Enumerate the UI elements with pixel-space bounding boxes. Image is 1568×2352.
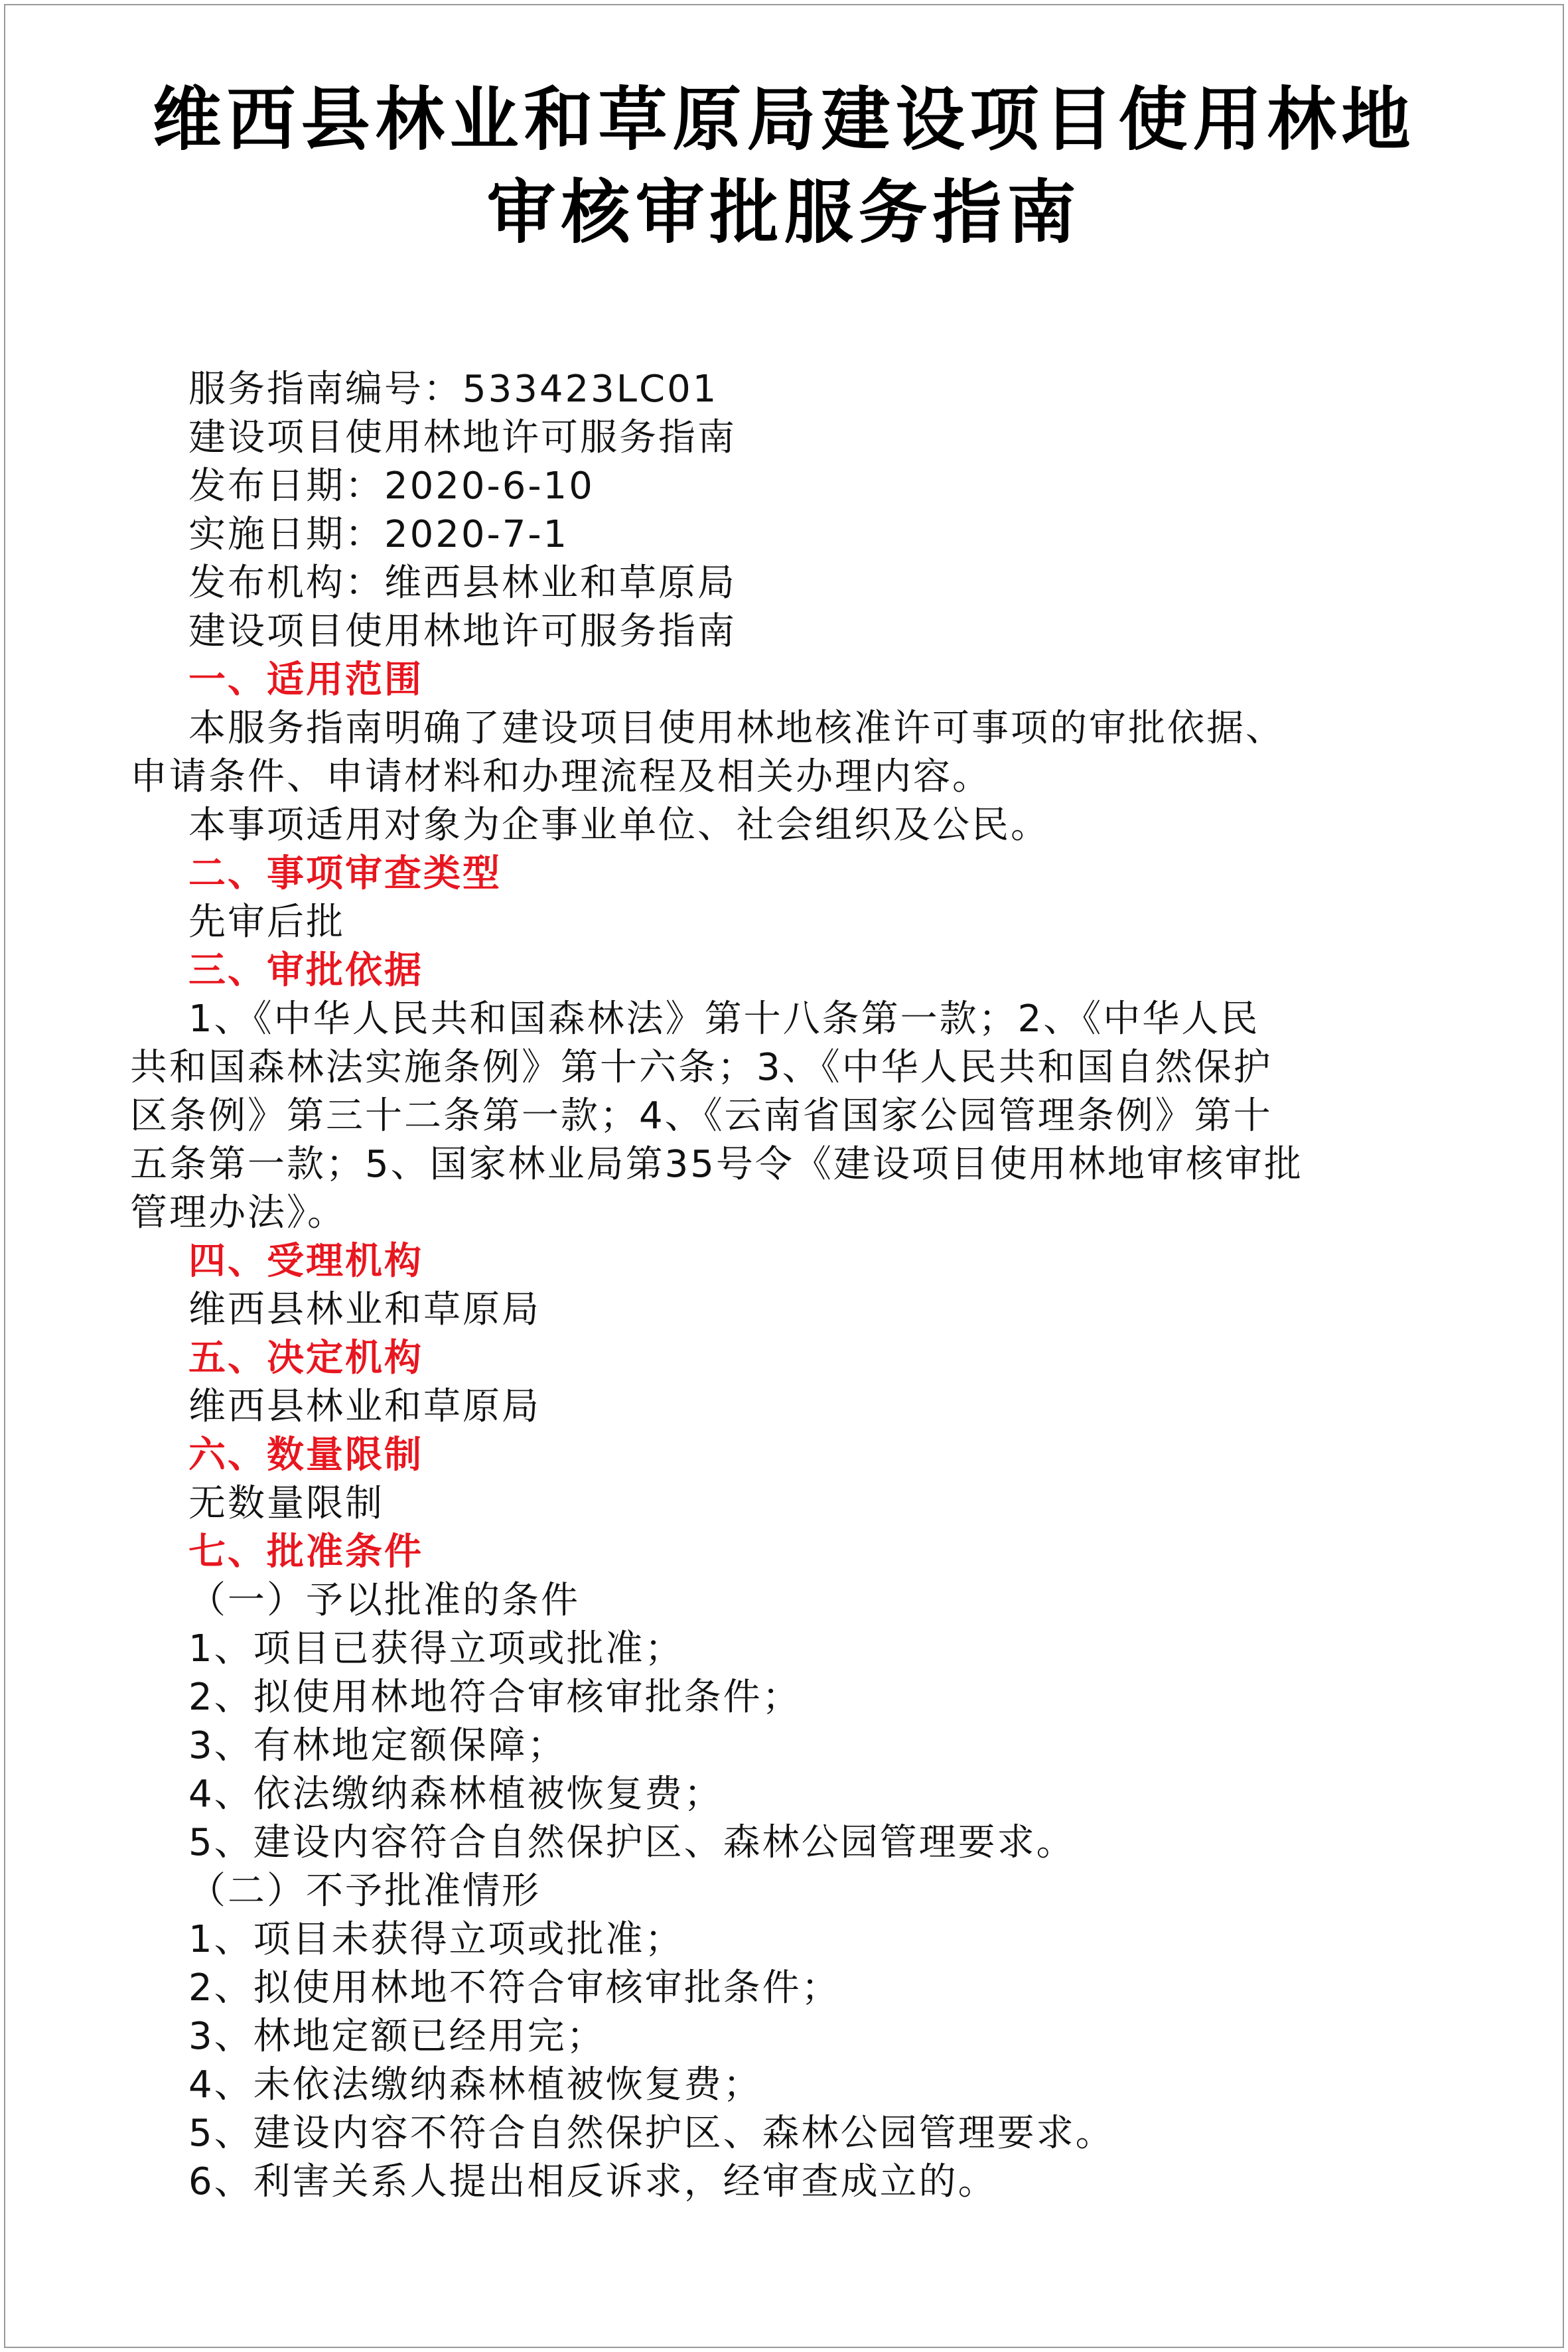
list-item: 6、利害关系人提出相反诉求，经审查成立的。 bbox=[188, 2160, 997, 2203]
approve-conditions-title: （一）予以批准的条件 bbox=[188, 1579, 580, 1622]
list-item: 5、建设内容不符合自然保护区、森林公园管理要求。 bbox=[188, 2112, 1115, 2155]
list-item: 3、有林地定额保障； bbox=[188, 1724, 567, 1767]
list-item: 3、林地定额已经用完； bbox=[188, 2015, 606, 2058]
list-item: 2、拟使用林地符合审核审批条件； bbox=[188, 1676, 802, 1719]
publisher: 发布机构：维西县林业和草原局 bbox=[188, 561, 737, 605]
document-title-line-2: 审核审批服务指南 bbox=[486, 172, 1082, 253]
deciding-body-text: 维西县林业和草原局 bbox=[188, 1385, 541, 1428]
quantity-limit-text: 无数量限制 bbox=[188, 1482, 384, 1525]
section-heading-scope: 一、适用范围 bbox=[188, 658, 423, 701]
section-heading-quantity-limit: 六、数量限制 bbox=[188, 1433, 423, 1477]
basis-line-2: 共和国森林法实施条例》第十六条；3、《中华人民共和国自然保护 bbox=[130, 1046, 1273, 1089]
section-heading-basis: 三、审批依据 bbox=[188, 949, 423, 992]
list-item: 2、拟使用林地不符合审核审批条件； bbox=[188, 1966, 841, 2010]
basis-line-5: 管理办法》。 bbox=[130, 1191, 346, 1234]
list-item: 5、建设内容符合自然保护区、森林公园管理要求。 bbox=[188, 1821, 1076, 1864]
section-heading-review-type: 二、事项审查类型 bbox=[188, 852, 502, 895]
effective-date: 实施日期：2020-7-1 bbox=[188, 513, 569, 556]
review-type-text: 先审后批 bbox=[188, 901, 345, 944]
list-item: 1、项目已获得立项或批准； bbox=[188, 1627, 684, 1670]
basis-line-1: 1、《中华人民共和国森林法》第十八条第一款；2、《中华人民 bbox=[188, 997, 1260, 1041]
scope-paragraph-2: 本事项适用对象为企事业单位、社会组织及公民。 bbox=[188, 804, 1050, 847]
section-heading-approval-conditions: 七、批准条件 bbox=[188, 1530, 423, 1574]
basis-line-3: 区条例》第三十二条第一款；4、《云南省国家公园管理条例》第十 bbox=[130, 1094, 1273, 1138]
list-item: 4、依法缴纳森林植被恢复费； bbox=[188, 1773, 723, 1816]
document-title-line-1: 维西县林业和草原局建设项目使用林地 bbox=[152, 79, 1416, 160]
basis-line-4: 五条第一款；5、国家林业局第35号令《建设项目使用林地审核审批 bbox=[130, 1143, 1303, 1186]
accepting-body-text: 维西县林业和草原局 bbox=[188, 1288, 541, 1331]
section-heading-deciding-body: 五、决定机构 bbox=[188, 1337, 423, 1380]
reject-conditions-title: （二）不予批准情形 bbox=[188, 1870, 541, 1913]
guide-name-repeat: 建设项目使用林地许可服务指南 bbox=[188, 610, 737, 653]
list-item: 1、项目未获得立项或批准； bbox=[188, 1918, 684, 1961]
document-body bbox=[130, 365, 1451, 2206]
guide-name: 建设项目使用林地许可服务指南 bbox=[188, 416, 737, 459]
scope-paragraph-line-2: 申请条件、申请材料和办理流程及相关办理内容。 bbox=[130, 755, 991, 798]
list-item: 4、未依法缴纳森林植被恢复费； bbox=[188, 2063, 762, 2106]
publish-date: 发布日期：2020-6-10 bbox=[188, 465, 595, 508]
scope-paragraph-line-1: 本服务指南明确了建设项目使用林地核准许可事项的审批依据、 bbox=[188, 707, 1285, 750]
guide-number: 服务指南编号：533423LC01 bbox=[188, 368, 719, 411]
section-heading-accepting-body: 四、受理机构 bbox=[188, 1240, 423, 1283]
